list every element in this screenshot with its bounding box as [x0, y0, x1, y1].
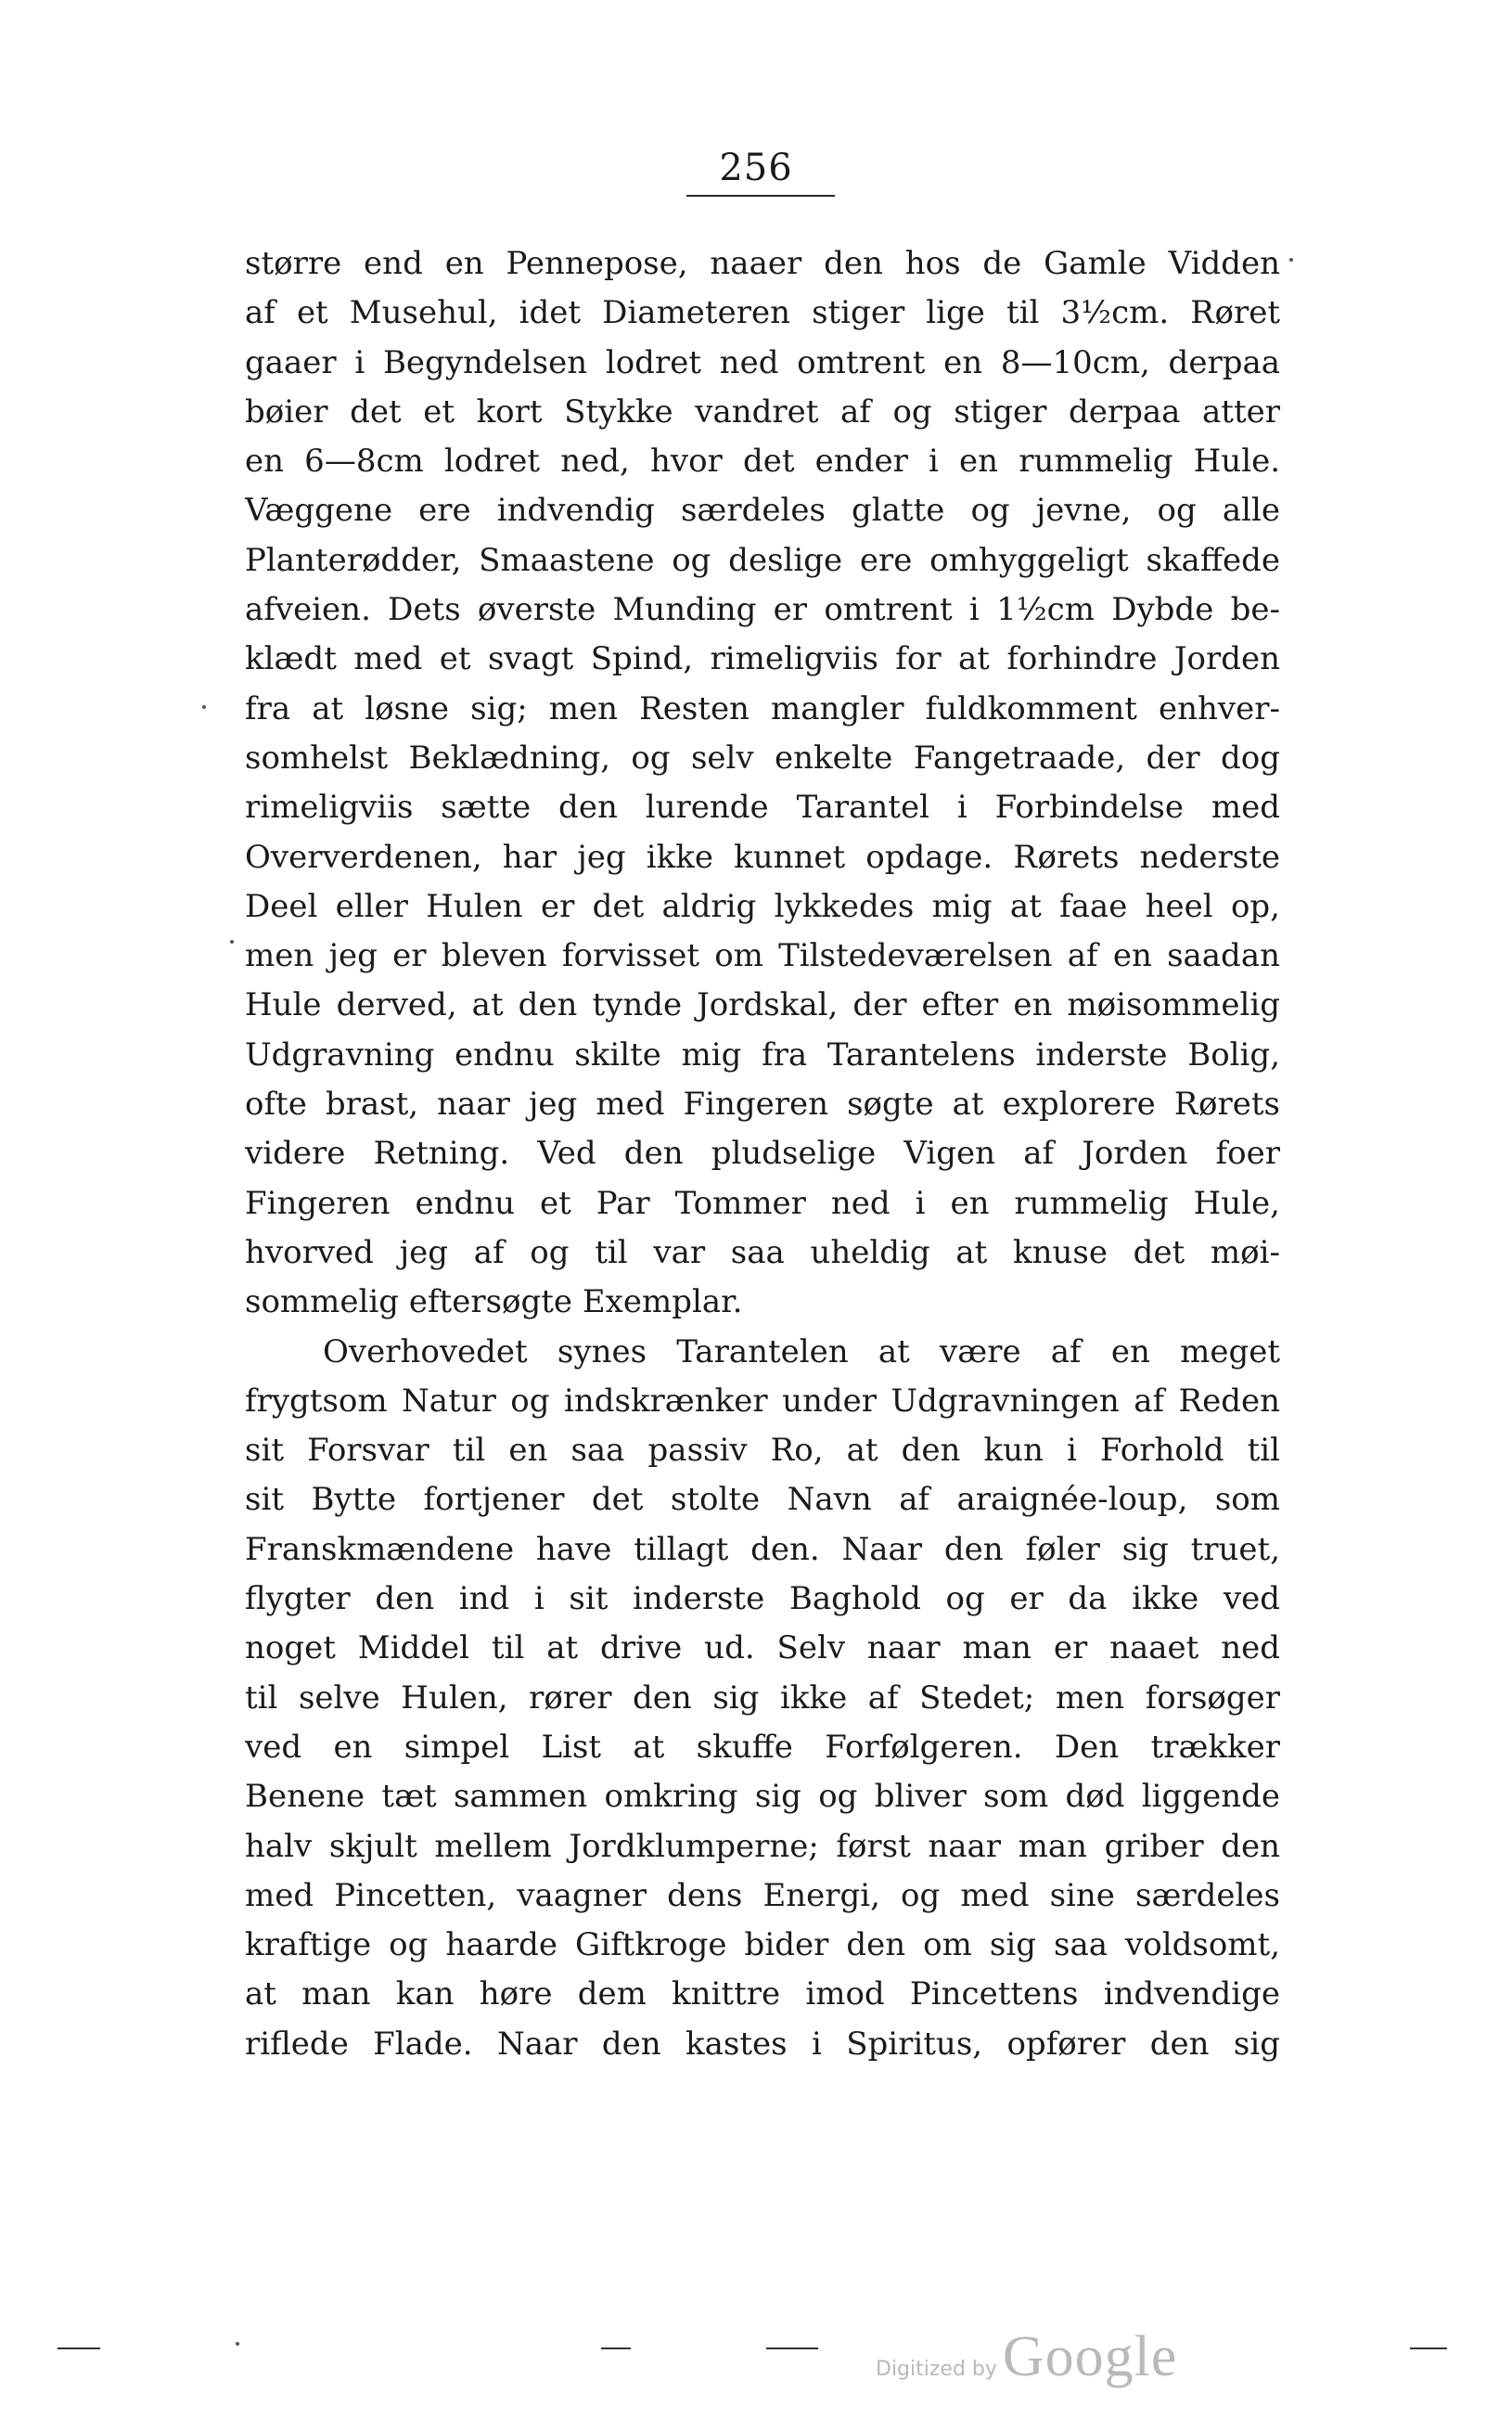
text-line: at man kan høre dem knittre imod Pincettens indvendige: [245, 1975, 1280, 2013]
footer-dash: [766, 2347, 818, 2349]
scan-speck: [236, 2342, 239, 2346]
page-number-rule: [686, 195, 835, 197]
text-line: sit Bytte fortjener det stolte Navn af araignée-loup, som: [245, 1481, 1280, 1519]
text-line: sommelig eftersøgte Exemplar.: [245, 1283, 743, 1321]
text-line: somhelst Beklædning, og selv enkelte Fangetraade, der dog: [245, 739, 1280, 777]
text-line: Overhovedet synes Tarantelen at være af en meget: [323, 1332, 1280, 1370]
text-line: flygter den ind i sit inderste Baghold og er da ikke ved: [245, 1580, 1280, 1618]
text-line: klædt med et svagt Spind, rimeligviis for at forhindre Jorden: [245, 640, 1280, 678]
text-line: Væggene ere indvendig særdeles glatte og jevne, og alle: [245, 492, 1280, 530]
body-text: [245, 239, 1280, 2069]
text-line: Hule derved, at den tynde Jordskal, der efter en møisommelig: [245, 986, 1280, 1024]
scan-speck: [202, 705, 206, 709]
text-line: Benene tæt sammen omkring sig og bliver som død liggende: [245, 1778, 1280, 1816]
text-line: en 6—8cm lodret ned, hvor det ender i en rummelig Hule.: [245, 443, 1280, 481]
digitized-by-google-watermark: [876, 2324, 1177, 2390]
footer-dash: [601, 2347, 631, 2349]
text-line: Deel eller Hulen er det aldrig lykkedes mig at faae heel op,: [245, 887, 1280, 925]
text-line: Franskmændene have tillagt den. Naar den føler sig truet,: [245, 1530, 1280, 1568]
text-line: fra at løsne sig; men Resten mangler fuldkomment enhver-: [245, 689, 1280, 727]
text-line: men jeg er bleven forvisset om Tilstedeværelsen af en saadan: [245, 937, 1280, 975]
text-line: ved en simpel List at skuffe Forfølgeren. Den trækker: [245, 1728, 1280, 1766]
text-line: større end en Pennepose, naaer den hos de Gamle Vidden: [245, 245, 1280, 282]
google-logo: Google: [1002, 2325, 1178, 2388]
footer-dash: [1410, 2347, 1447, 2349]
text-line: kraftige og haarde Giftkroge bider den om sig saa voldsomt,: [245, 1926, 1280, 1964]
footer-dash: [58, 2347, 100, 2349]
text-line: hvorved jeg af og til var saa uheldig at knuse det møi-: [245, 1233, 1280, 1271]
text-line: Udgravning endnu skilte mig fra Tarantelens inderste Bolig,: [245, 1035, 1280, 1074]
text-line: med Pincetten, vaagner dens Energi, og med sine særdeles: [245, 1876, 1280, 1914]
text-line: noget Middel til at drive ud. Selv naar man er naaet ned: [245, 1629, 1280, 1667]
text-line: til selve Hulen, rører den sig ikke af Stedet; men forsøger: [245, 1678, 1280, 1717]
text-line: afveien. Dets øverste Munding er omtrent i 1½cm Dybde be-: [245, 591, 1280, 629]
text-line: halv skjult mellem Jordklumperne; først naar man griber den: [245, 1827, 1280, 1865]
text-line: sit Forsvar til en saa passiv Ro, at den kun i Forhold til: [245, 1432, 1280, 1470]
text-line: af et Musehul, idet Diameteren stiger lige til 3½cm. Røret: [245, 294, 1280, 332]
text-line: rimeligviis sætte den lurende Tarantel i Forbindelse med: [245, 789, 1280, 827]
text-line: bøier det et kort Stykke vandret af og stiger derpaa atter: [245, 392, 1280, 431]
text-line: videre Retning. Ved den pludselige Vigen af Jorden foer: [245, 1135, 1280, 1173]
text-line: Oververdenen, har jeg ikke kunnet opdage. Rørets nederste: [245, 838, 1280, 876]
text-line: ofte brast, naar jeg med Fingeren søgte at explorere Rørets: [245, 1086, 1280, 1124]
text-line: riflede Flade. Naar den kastes i Spiritus, opfører den sig: [245, 2025, 1280, 2063]
text-line: gaaer i Begyndelsen lodret ned omtrent en 8—10cm, derpaa: [245, 343, 1280, 381]
scan-speck: [1289, 258, 1293, 262]
page-number: 256: [719, 147, 793, 189]
text-line: Planterødder, Smaastene og deslige ere omhyggeligt skaffede: [245, 541, 1280, 579]
text-line: frygtsom Natur og indskrænker under Udgravningen af Reden: [245, 1382, 1280, 1420]
scan-speck: [230, 940, 234, 944]
text-line: Fingeren endnu et Par Tommer ned i en rummelig Hule,: [245, 1184, 1280, 1222]
watermark-prefix: Digitized by: [876, 2358, 997, 2381]
